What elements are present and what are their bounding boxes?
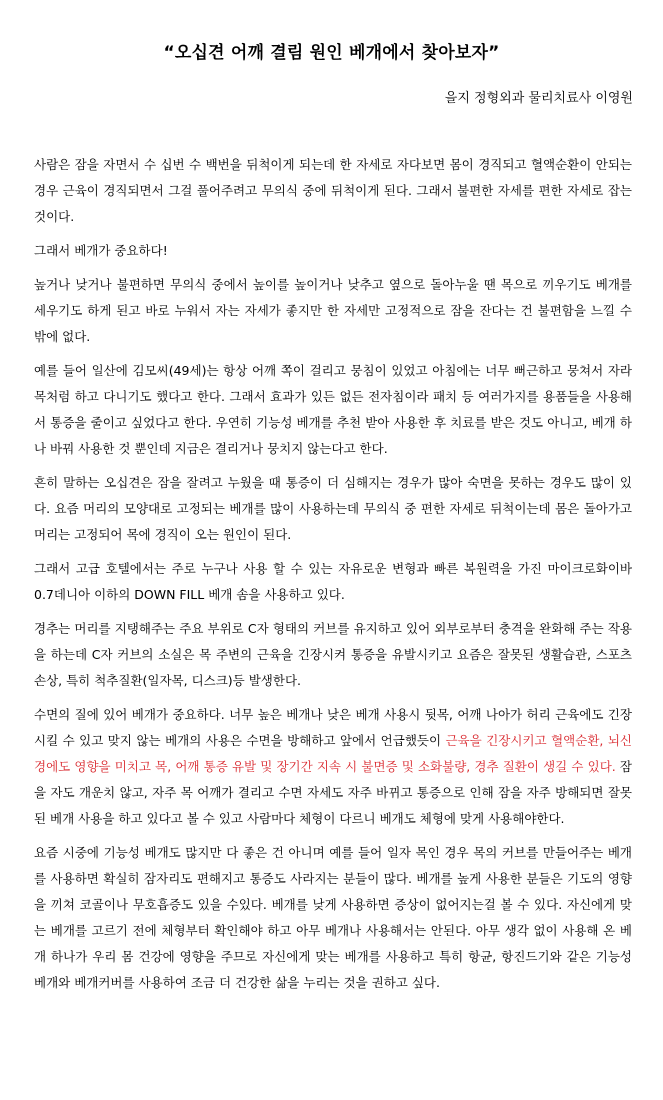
paragraph-text: 잠을 자도 개운치 않고, 자주 목 어깨가 결리고 수면 자세도 자주 바뀌고 통증으로 인해 잠을 자주 방해되면 잘못된 베개 사용을 하고 있다고 볼 수 있고 사람마다 체형이 다르니 베개도 체형에 맞게 사용해야한다. [34, 759, 632, 826]
paragraph: 흔히 말하는 오십견은 잠을 잘려고 누웠을 때 통증이 더 심해지는 경우가 많아 숙면을 못하는 경우도 많이 있다. 요즘 머리의 모양대로 고정되는 베개를 많이 사용하는데 무의식 중 편한 자세로 뒤척이는데 몸은 돌아가고 머리는 고정되어 목에 경직이 오는 원인이 된다. [34, 475, 632, 542]
paragraph: 그래서 고급 호텔에서는 주로 누구나 사용 할 수 있는 자유로운 변형과 빠른 복원력을 가진 마이크로화이바 0.7데니아 이하의 DOWN FILL 베개 솜을 사용하고 있다. [34, 561, 632, 602]
author-line: 을지 정형외과 물리치료사 이영원 [444, 91, 633, 106]
highlighted-warning-text: 근육을 긴장시키고 혈액순환, 뇌신경에도 영향을 미치고 목, 어깨 통증 유발 및 장기간 지속 시 불면증 및 소화불량, 경추 질환이 생길 수 있다. [34, 733, 632, 774]
paragraph-text: 수면의 질에 있어 베개가 중요하다. 너무 높은 베개나 낮은 베개 사용시 뒷목, 어깨 나아가 허리 근육에도 긴장시킬 수 있고 맞지 않는 베개의 사용은 수면을 방해하고 앞에서 언급했듯이 [34, 707, 632, 748]
paragraph: 경추는 머리를 지탱해주는 주요 부위로 C자 형태의 커브를 유지하고 있어 외부로부터 충격을 완화해 주는 작용을 하는데 C자 커브의 소실은 목 주변의 근육을 긴장시켜 통증을 유발시키고 요즘은 잘못된 생활습관, 스포츠손상, 특히 척추질환(일자목, 디스크)등 발생한다. [34, 621, 632, 688]
paragraph: 예를 들어 일산에 김모씨(49세)는 항상 어깨 쪽이 걸리고 뭉침이 있었고 아침에는 너무 뻐근하고 뭉쳐서 자라목처럼 하고 다니기도 했다고 한다. 그래서 효과가 있든 없든 전자침이라 패치 등 여러가지를 용품들을 사용해서 통증을 줄이고 싶었다고 한다. 우연히 기능성 베개를 추천 받아 사용한 후 치료를 받은 것도 아니고, 베개 하나 바꿔 사용한 것 뿐인데 지금은 결리거나 뭉치지 않는다고 한다. [34, 363, 632, 456]
document-title: “오십견 어깨 결림 원인 베개에서 찾아보자” [163, 43, 500, 63]
paragraph: 요즘 시중에 기능성 베개도 많지만 다 좋은 건 아니며 예를 들어 일자 목인 경우 목의 커브를 만들어주는 베개를 사용하면 확실히 잠자리도 편해지고 통증도 사라지는 분들이 많다. 베개를 높게 사용한 분들은 기도의 영향을 끼쳐 코골이나 무호흡증도 있을 수있다. 베개를 낮게 사용하면 증상이 없어지는걸 볼 수 있다. 자신에게 맞는 베개를 고르기 전에 체형부터 확인해야 하고 아무 베개나 사용해서는 안된다. 아무 생각 없이 사용해 온 베개 하나가 우리 몸 건강에 영향을 주므로 자신에게 맞는 베개를 사용하고 특히 항균, 항진드기와 같은 기능성 베개와 베개커버를 사용하여 조금 더 건강한 삶을 누리는 것을 권하고 싶다. [34, 845, 632, 990]
document-body [34, 152, 632, 1004]
paragraph: 그래서 베개가 중요하다! [34, 243, 168, 258]
paragraph: 높거나 낮거나 불편하면 무의식 중에서 높이를 높이거나 낮추고 옆으로 돌아누울 땐 목으로 끼우기도 베개를 세우기도 하게 된고 바로 누워서 자는 자세가 좋지만 한 자세만 고정적으로 잠을 잔다는 건 불편함을 느낄 수 밖에 없다. [34, 277, 632, 344]
paragraph-with-highlight [34, 702, 632, 832]
paragraph: 사람은 잠을 자면서 수 십번 수 백번을 뒤척이게 되는데 한 자세로 자다보면 몸이 경직되고 혈액순환이 안되는 경우 근육이 경직되면서 그걸 풀어주려고 무의식 중에 뒤척이게 된다. 그래서 불편한 자세를 편한 자세로 잡는 것이다. [34, 157, 632, 224]
